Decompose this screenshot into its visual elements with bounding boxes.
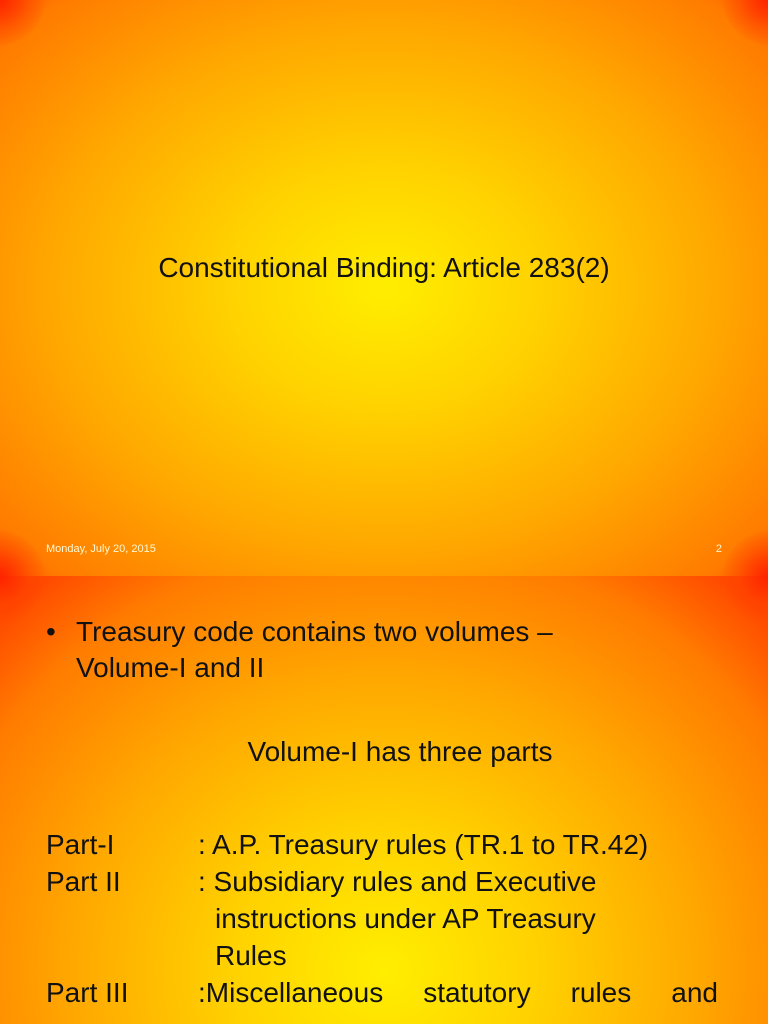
part-label: Part III [46,977,129,1008]
bullet-text-line-2: Volume-I and II [76,652,265,683]
bullet-item [46,614,726,686]
part-label: Part II [46,866,121,897]
page-number: 2 [715,543,722,555]
part-label: Part-I [46,829,115,860]
parts-list [46,826,736,1011]
corner-glow [0,576,45,621]
part-description [198,974,718,1011]
corner-glow [0,531,45,576]
part-description-word: and [671,977,718,1008]
part-description-cont: Rules [215,940,287,971]
part-row [46,826,736,863]
slide-title: Constitutional Binding: Article 283(2) [158,252,610,283]
bullet-icon: • [46,616,56,647]
part-row [46,863,736,974]
part-description-word: rules [570,977,632,1008]
part-description: : A.P. Treasury rules (TR.1 to TR.42) [198,829,649,860]
volume-heading: Volume-I has three parts [247,736,553,767]
part-description: : Subsidiary rules and Executive [198,866,597,897]
bullet-text-line-1: Treasury code contains two volumes – [76,616,553,647]
footer-date: Monday, July 20, 2015 [46,543,156,555]
corner-glow [0,0,45,45]
corner-glow [723,531,768,576]
part-description-word: statutory [423,977,531,1008]
corner-glow [723,576,768,621]
part-description-word: :Miscellaneous [198,977,384,1008]
corner-glow [723,0,768,45]
part-description-cont: instructions under AP Treasury [215,903,596,934]
part-row [46,974,736,1011]
slide-2 [0,576,768,1024]
